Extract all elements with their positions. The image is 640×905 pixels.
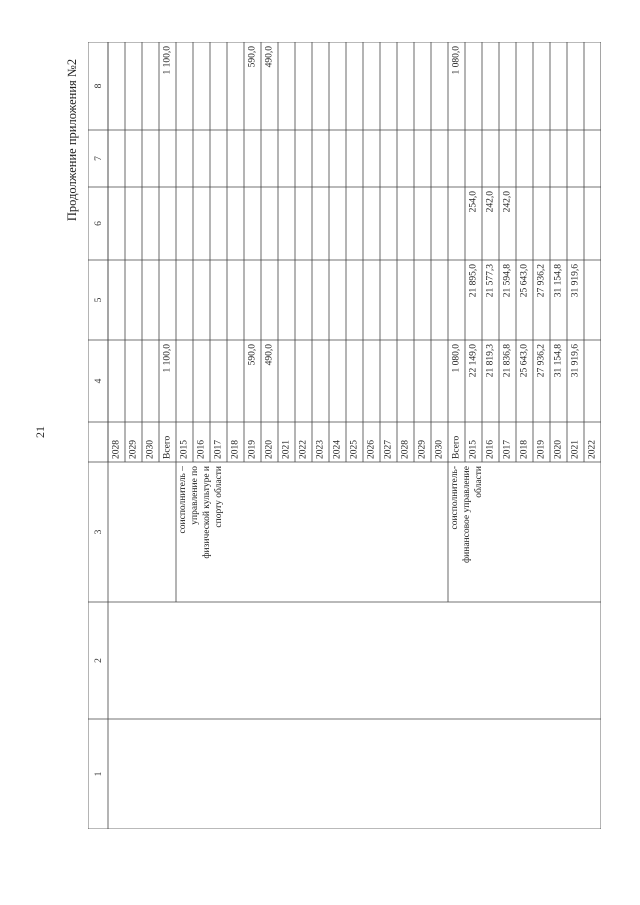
cell-col6: 242,0 (502, 191, 513, 213)
row-year-label: Всего (162, 435, 173, 459)
cell-col5: 25 643,0 (519, 264, 530, 298)
cell-col4: 590,0 (247, 344, 258, 366)
row-year-label: 2016 (485, 440, 496, 459)
cell-col4: 490,0 (264, 344, 275, 366)
column-header-8: 8 (94, 83, 105, 89)
cell-col4: 31 154,8 (553, 344, 564, 378)
cell-col4: 25 643,0 (519, 344, 530, 378)
row-year-label: 2029 (128, 440, 139, 459)
page-number: 21 (33, 426, 47, 438)
cell-col8: 590,0 (247, 46, 258, 68)
executor-text: управление по (190, 466, 201, 525)
column-header-4: 4 (94, 378, 105, 384)
executor-text: спорту области (214, 466, 225, 528)
cell-col5: 27 936,2 (536, 264, 547, 298)
column-header-5: 5 (94, 297, 105, 303)
row-year-label: 2025 (349, 440, 360, 459)
row-year-label: 2022 (298, 440, 309, 459)
row-year-label: 2020 (553, 440, 564, 459)
row-year-label: 2021 (281, 440, 292, 459)
row-year-label: 2026 (366, 440, 377, 459)
executor-text: области (474, 466, 485, 498)
row-year-label: 2017 (213, 440, 224, 459)
cell-col4: 21 819,3 (485, 344, 496, 378)
row-year-label: 2017 (502, 440, 513, 459)
row-year-label: 2021 (570, 440, 581, 459)
executor-text: физической культуре и (202, 466, 213, 559)
cell-col8: 1 100,0 (162, 46, 173, 75)
cell-col6: 242,0 (485, 191, 496, 213)
executor-text: соисполнитель- (450, 466, 461, 530)
row-year-label: 2028 (400, 440, 411, 459)
executor-text: финансовое управление (462, 466, 473, 563)
row-year-label: 2019 (536, 440, 547, 459)
row-year-label: 2016 (196, 440, 207, 459)
cell-col8: 1 080,0 (451, 46, 462, 75)
row-year-label: 2020 (264, 440, 275, 459)
column-header-7: 7 (94, 156, 105, 161)
continuation-title: Продолжение приложения №2 (65, 58, 79, 222)
cell-col4: 1 100,0 (162, 344, 173, 373)
row-year-label: 2015 (179, 440, 190, 459)
column-header-1: 1 (94, 771, 105, 777)
row-year-label: 2028 (111, 440, 122, 459)
row-year-label: 2030 (434, 440, 445, 459)
column-header-6: 6 (94, 221, 105, 226)
row-year-label: Всего (451, 435, 462, 459)
row-year-label: 2030 (145, 440, 156, 459)
cell-col6: 254,0 (468, 191, 479, 213)
row-year-label: 2029 (417, 440, 428, 459)
cell-col5: 21 594,8 (502, 264, 513, 298)
cell-col4: 27 936,2 (536, 344, 547, 378)
row-year-label: 2018 (230, 440, 241, 459)
cell-col4: 1 080,0 (451, 344, 462, 373)
row-year-label: 2022 (587, 440, 598, 459)
row-year-label: 2023 (315, 440, 326, 459)
cell-col5: 31 919,6 (570, 264, 581, 298)
cell-col4: 22 149,0 (468, 344, 479, 378)
cell-col4: 21 836,8 (502, 344, 513, 378)
row-year-label: 2015 (468, 440, 479, 459)
row-year-label: 2018 (519, 440, 530, 459)
executor-text: соисполнитель – (178, 466, 189, 534)
row-year-label: 2024 (332, 440, 343, 459)
cell-col4: 31 919,6 (570, 344, 581, 378)
cell-col5: 21 577,3 (485, 264, 496, 298)
column-header-2: 2 (94, 658, 105, 663)
cell-col5: 21 895,0 (468, 264, 479, 298)
budget-table (88, 42, 601, 829)
cell-col5: 31 154,8 (553, 264, 564, 298)
row-year-label: 2019 (247, 440, 258, 459)
column-header-3: 3 (94, 529, 105, 535)
cell-col8: 490,0 (264, 46, 275, 68)
row-year-label: 2027 (383, 440, 394, 459)
